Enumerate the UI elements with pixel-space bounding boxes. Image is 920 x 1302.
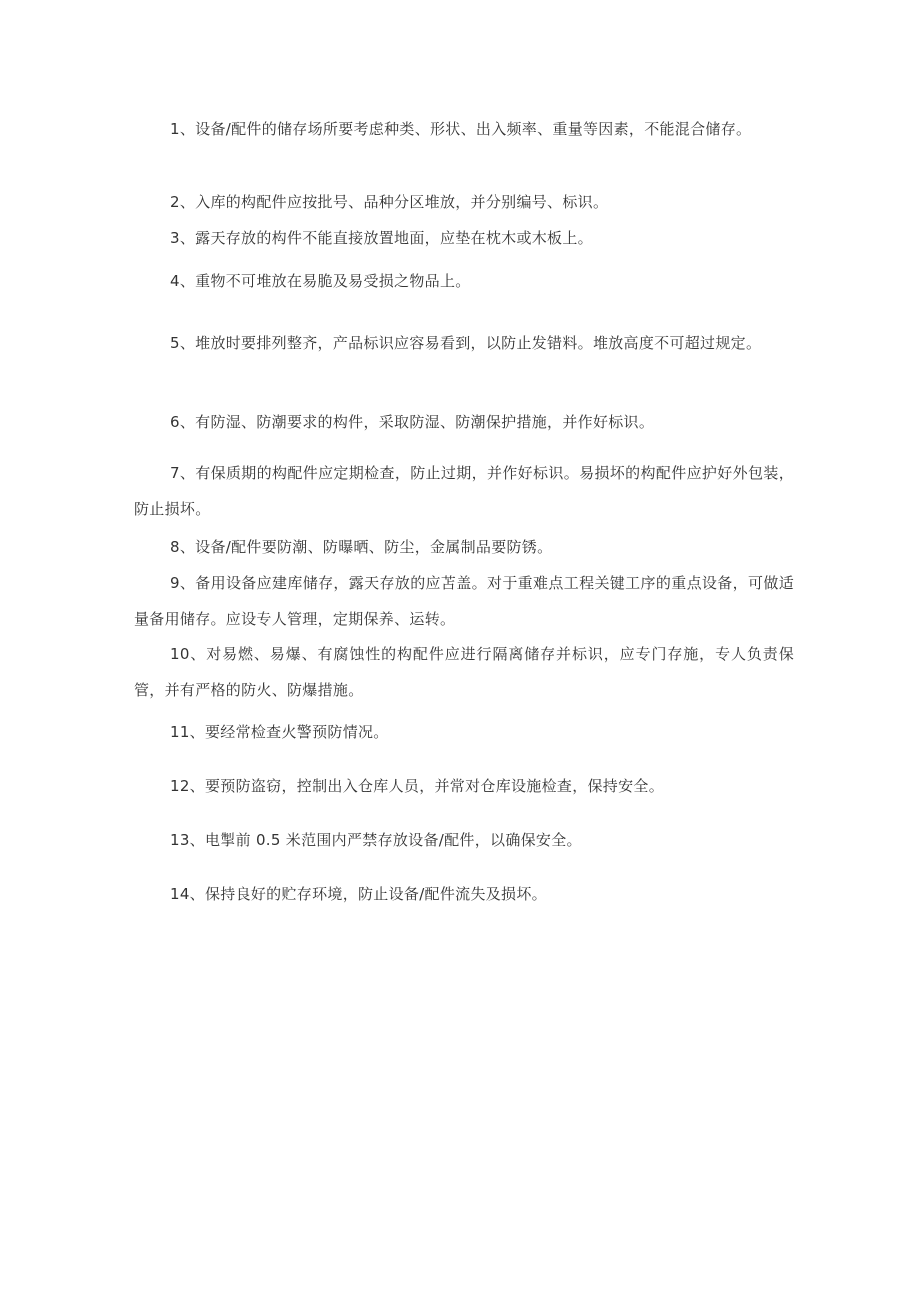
rule-item-1: 1、设备/配件的储存场所要考虑种类、形状、出入频率、重量等因素，不能混合储存。 [170, 120, 752, 138]
rule-item-11: 11、要经常检查火警预防情况。 [170, 723, 389, 741]
rule-item-8: 8、设备/配件要防潮、防曝晒、防尘，金属制品要防锈。 [170, 538, 553, 556]
rule-item-14: 14、保持良好的贮存环境，防止设备/配件流失及损坏。 [170, 885, 547, 903]
rule-item-5: 5、堆放时要排列整齐，产品标识应容易看到，以防止发错料。堆放高度不可超过规定。 [170, 334, 762, 352]
rule-item-7: 7、有保质期的构配件应定期检查，防止过期，并作好标识。易损坏的构配件应护好外包装，防止损坏。 [134, 464, 794, 518]
rule-item-4: 4、重物不可堆放在易脆及易受损之物品上。 [170, 272, 471, 290]
rule-item-12: 12、要预防盗窃，控制出入仓库人员，并常对仓库设施检查，保持安全。 [170, 777, 664, 795]
rule-item-3: 3、露天存放的构件不能直接放置地面，应垫在枕木或木板上。 [170, 229, 593, 247]
rule-item-6: 6、有防湿、防潮要求的构件，采取防湿、防潮保护措施，并作好标识。 [170, 413, 655, 431]
rule-item-13: 13、电掣前 0.5 米范围内严禁存放设备/配件，以确保安全。 [170, 831, 582, 849]
rule-item-2: 2、入库的构配件应按批号、品种分区堆放，并分别编号、标识。 [170, 193, 609, 211]
rule-item-10: 10、对易燃、易爆、有腐蚀性的构配件应进行隔离储存并标识，应专门存施，专人负责保管，并有严格的防火、防爆措施。 [134, 645, 794, 699]
rule-item-9: 9、备用设备应建库储存，露天存放的应苫盖。对于重难点工程关键工序的重点设备，可做适量备用储存。应设专人管理，定期保养、运转。 [134, 574, 794, 628]
